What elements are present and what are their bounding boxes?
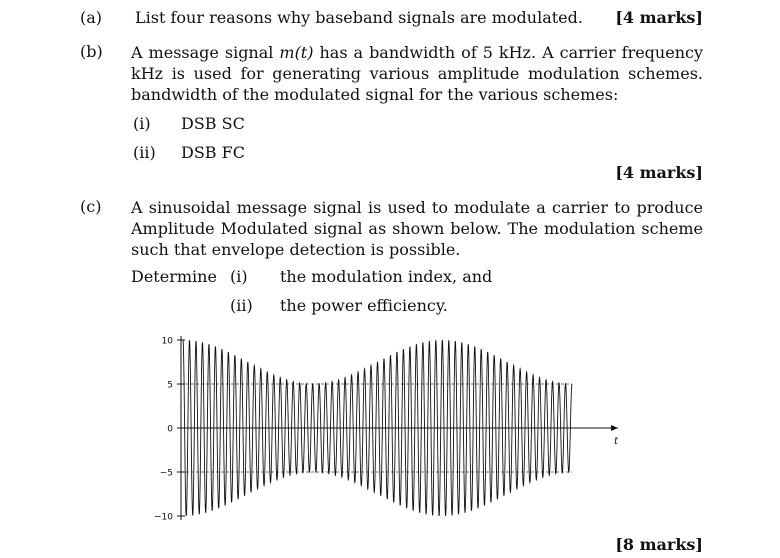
question-c-label: (c) [80, 197, 102, 216]
question-c-item-text: the power efficiency. [280, 296, 448, 315]
question-b-item-text: DSB SC [181, 114, 245, 133]
question-c-paragraph: A sinusoidal message signal is used to modulate a carrier to produce Amplitude Modulated signal as shown below. The modulation scheme such that envelope detection is possible. [131, 198, 703, 259]
y-tick-label: 0 [167, 424, 173, 435]
question-c-item-num: (i) [230, 267, 248, 286]
question-a-label: (a) [80, 8, 103, 27]
question-a-text: List four reasons why baseband signals are modulated. [135, 8, 583, 27]
y-tick-label: −10 [154, 512, 173, 523]
question-b-marks: [4 marks] [615, 163, 703, 182]
y-tick-label: 5 [167, 380, 173, 391]
question-c-item-num: (ii) [230, 296, 253, 315]
determine-label: Determine [131, 267, 217, 286]
x-axis-label: t [614, 436, 618, 447]
x-axis-arrow [611, 425, 618, 431]
signal-symbol: m(t) [279, 43, 314, 62]
question-c-marks: [8 marks] [615, 535, 703, 554]
question-b-paragraph: A message signal m(t) has a bandwidth of 5 kHz. A carrier frequency kHz is used for generating various amplitude modulation schemes. bandwidth of the modulated signal for the various schemes: [131, 43, 703, 104]
question-b-item-num: (i) [133, 114, 151, 133]
y-tick-label: −5 [159, 468, 173, 479]
question-b-item-num: (ii) [133, 143, 156, 162]
question-a-marks: [4 marks] [615, 8, 703, 27]
chart-ticks [154, 337, 185, 523]
question-b-label: (b) [80, 42, 103, 61]
am-signal-chart [140, 318, 640, 530]
question-c-item-text: the modulation index, and [280, 267, 493, 286]
y-tick-label: 10 [161, 336, 173, 347]
question-b-item-text: DSB FC [181, 143, 245, 162]
